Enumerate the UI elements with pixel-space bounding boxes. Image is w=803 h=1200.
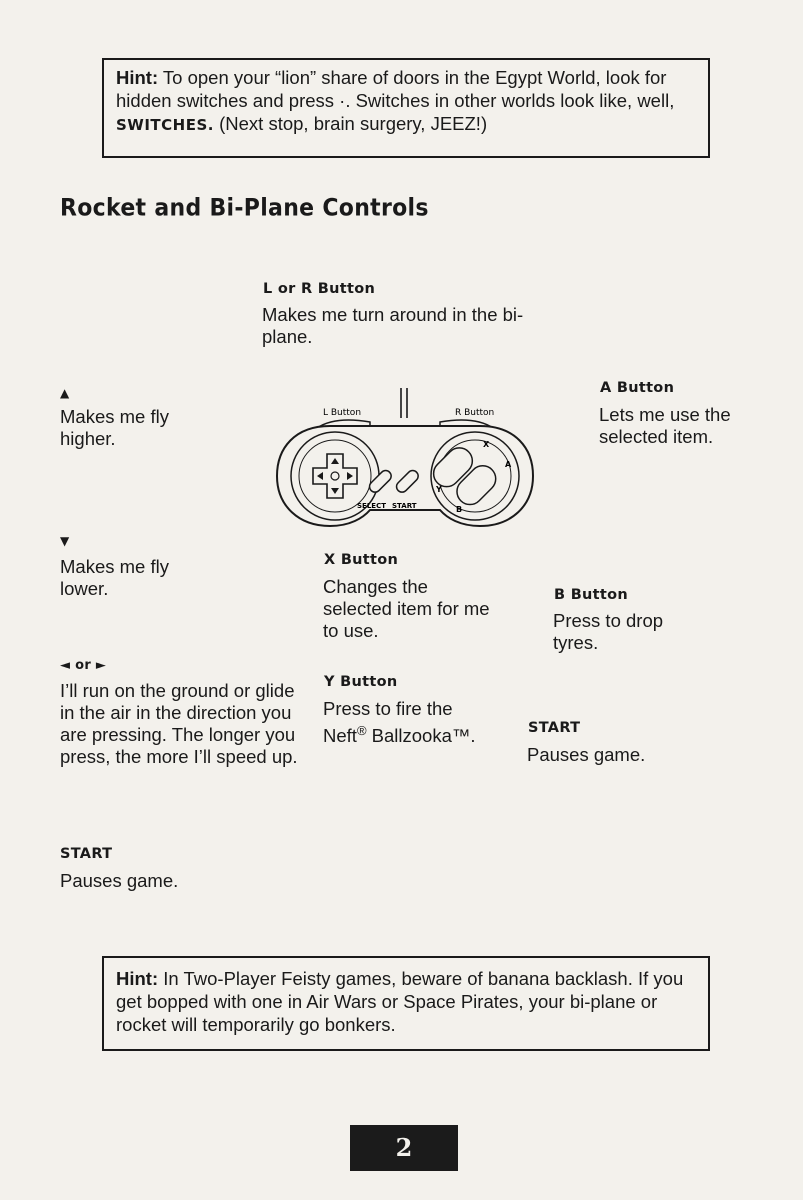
hint-box-top (102, 58, 710, 158)
hint-label-bottom: Hint: (116, 968, 159, 989)
page-number: 2 (350, 1125, 458, 1171)
hint-label: Hint: (116, 67, 159, 88)
y-button-desc (323, 698, 493, 747)
b-button-label: B Button (554, 587, 629, 603)
y-desc-part2: Ballzooka™. (366, 725, 476, 747)
start-right-label: START (528, 720, 581, 736)
start-text: START (392, 502, 417, 510)
x-button-desc: Changes the selected item for me to use. (323, 576, 490, 641)
controller-illustration (275, 388, 535, 533)
hint-box-bottom (102, 956, 710, 1051)
up-desc: Makes me fly higher. (60, 406, 169, 449)
down-desc: Makes me fly lower. (60, 556, 169, 599)
select-text: SELECT (357, 502, 386, 510)
b-text: B (456, 505, 463, 514)
hint-text: To open your “lion” share of doors in the Egypt World, look for hidden switches and press ·. Switches in other worlds look like, well, (116, 67, 675, 111)
a-button-desc: Lets me use the selected item. (599, 404, 731, 447)
down-arrow-label: ▼ (60, 534, 70, 548)
start-left-label: START (60, 846, 113, 862)
section-title: Rocket and Bi-Plane Controls (60, 195, 429, 222)
registered-mark: ® (356, 723, 367, 738)
start-left-desc: Pauses game. (60, 870, 179, 891)
r-button-text: R Button (455, 408, 495, 418)
b-button-desc: Press to drop tyres. (553, 610, 664, 653)
y-text: Y (436, 485, 442, 494)
hint-text-bottom: In Two-Player Feisty games, beware of banana backlash. If you get bopped with one in Air Wars or Space Pirates, your bi-plane or rocket will temporarily go bonkers. (116, 968, 684, 1035)
hint-emphasis: SWITCHES. (116, 116, 214, 134)
y-desc-part1: Press to fire the Neft (323, 698, 453, 747)
x-text: X (483, 440, 490, 449)
hint-text-end: (Next stop, brain surgery, JEEZ!) (213, 113, 488, 134)
controller-cable (401, 388, 407, 418)
up-arrow-label: ▲ (60, 386, 70, 400)
a-button-label: A Button (600, 380, 675, 396)
a-text: A (505, 460, 512, 469)
leftright-desc: I’ll run on the ground or glide in the air in the direction you are pressing. The longer you press, the more I’ll speed up. (60, 680, 298, 767)
l-button-text: L Button (323, 408, 362, 418)
leftright-label: ◄ or ► (60, 658, 107, 673)
start-right-desc: Pauses game. (527, 744, 646, 765)
lr-button-label: L or R Button (263, 281, 376, 297)
lr-button-desc: Makes me turn around in the bi-plane. (262, 304, 524, 347)
x-button-label: X Button (324, 552, 399, 568)
y-button-label: Y Button (324, 674, 398, 690)
